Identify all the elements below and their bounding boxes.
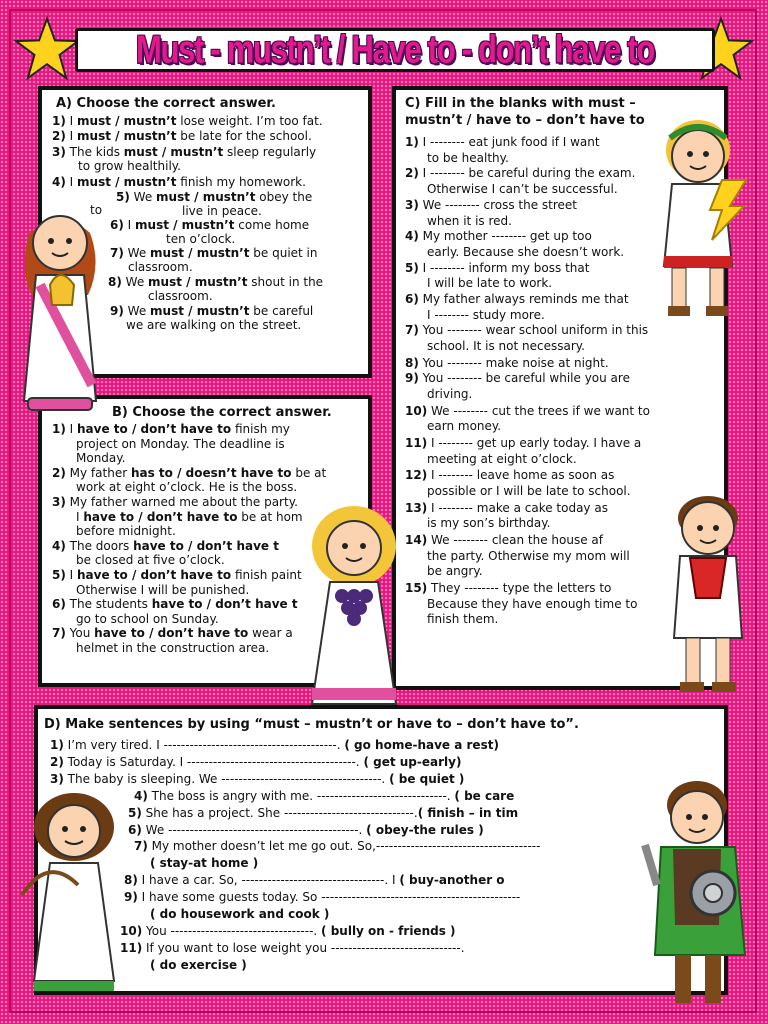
- section-a-heading: A) Choose the correct answer.: [56, 96, 276, 111]
- section-c-heading-line1: C) Fill in the blanks with must –: [405, 96, 636, 111]
- question-text: We: [123, 246, 151, 260]
- question-text: be angry.: [427, 564, 483, 579]
- question-text: finish paint: [231, 568, 302, 582]
- question-number: 15): [405, 580, 428, 595]
- question-number: 8): [405, 355, 419, 370]
- question-text: is my son’s birthday.: [427, 516, 551, 531]
- fill-blank-line: [427, 484, 631, 498]
- answer-options: have to / don’t have t: [133, 538, 279, 553]
- question-line: [52, 539, 279, 553]
- question-line: [76, 510, 303, 524]
- sentence-line: [50, 772, 464, 786]
- fill-blank-line: [427, 597, 637, 611]
- answer-options: have to / don’t have to: [83, 509, 238, 524]
- question-line: [52, 568, 302, 582]
- question-text: wear a: [248, 626, 293, 641]
- question-text: I will be late to work.: [427, 276, 553, 291]
- fill-blank-line: [405, 323, 648, 337]
- shield-warrior-illustration: [635, 775, 753, 1015]
- question-text: We: [123, 304, 151, 318]
- question-text: be at hom: [237, 509, 303, 524]
- question-text: come home: [234, 218, 310, 232]
- question-line: [108, 275, 323, 289]
- question-number: 7): [110, 246, 124, 260]
- question-text: You: [65, 626, 95, 641]
- sentence-line: [150, 856, 258, 870]
- sentence-line: [134, 839, 540, 853]
- zeus-boy-illustration: [650, 110, 750, 325]
- question-text: I -------- get up early today. I have a: [427, 436, 642, 450]
- question-text: to: [90, 203, 103, 217]
- sentence-line: [150, 907, 329, 921]
- answer-options: have to / don’t have to: [77, 568, 232, 582]
- answer-options: must / mustn’t: [77, 114, 177, 128]
- question-number: 6): [405, 292, 419, 306]
- question-number: 7): [405, 323, 419, 338]
- sentence-text: Today is Saturday. I ---------------------------------------.: [63, 754, 364, 769]
- sentence-text: I’m very tired. I ----------------------------------------.: [63, 738, 345, 752]
- question-number: 1): [52, 422, 66, 436]
- fill-blank-line: [427, 182, 618, 196]
- question-text: I -------- be careful during the exam.: [418, 166, 636, 181]
- question-text: You -------- wear school uniform in this: [418, 323, 649, 338]
- sentence-hint: ( bully on - friends ): [321, 923, 456, 938]
- question-number: 5): [128, 805, 142, 820]
- question-text: I: [65, 129, 78, 143]
- question-text: be closed at five o’clock.: [76, 553, 225, 568]
- question-text: shout in the: [247, 275, 324, 289]
- question-number: 11): [405, 436, 428, 450]
- sentence-text: I have some guests today. So ----------------------------------------------: [137, 890, 521, 905]
- question-text: ten o’clock.: [166, 232, 236, 246]
- question-number: 1): [52, 114, 66, 128]
- question-text: I: [65, 114, 78, 128]
- fill-blank-line: [405, 371, 630, 385]
- question-text: go to school on Sunday.: [76, 611, 219, 626]
- question-number: 14): [405, 532, 428, 547]
- question-number: 1): [50, 738, 64, 752]
- question-number: 5): [405, 260, 419, 275]
- question-text: lose weight. I’m too fat.: [176, 114, 323, 128]
- sentence-text: The baby is sleeping. We -------------------------------------.: [63, 771, 390, 786]
- question-continuation: [76, 583, 249, 597]
- sentence-line: [120, 941, 465, 955]
- question-number: 8): [124, 873, 138, 888]
- question-number: 4): [52, 175, 66, 189]
- question-number: 2): [52, 129, 66, 143]
- sentence-line: [50, 755, 461, 769]
- question-number: 9): [405, 371, 419, 386]
- question-text: project on Monday. The deadline is: [76, 436, 285, 451]
- fill-blank-line: [427, 276, 552, 290]
- question-number: 9): [110, 304, 124, 318]
- sentence-line: [50, 738, 499, 752]
- sentence-hint: ( finish – in tim: [417, 805, 519, 820]
- question-text: I -------- make a cake today as: [427, 500, 608, 515]
- grape-girl-illustration: [304, 498, 404, 720]
- question-text: We -------- cut the trees if we want to: [427, 403, 650, 418]
- question-text: we are walking on the street.: [126, 318, 302, 332]
- question-text: My father always reminds me that: [418, 292, 629, 306]
- question-text: be late for the school.: [176, 129, 312, 143]
- question-text: We -------- cross the street: [418, 197, 578, 212]
- question-text: the party. Otherwise my mom will: [427, 548, 630, 563]
- question-text: classroom.: [128, 260, 193, 274]
- answer-options: must / mustn’t: [148, 275, 248, 289]
- question-continuation: [76, 524, 176, 538]
- star-icon: [14, 16, 80, 82]
- sentence-line: [128, 823, 484, 837]
- fill-blank-line: [427, 612, 498, 626]
- question-text: when it is red.: [427, 213, 512, 228]
- question-text: Monday.: [76, 451, 126, 466]
- question-text: early. Because she doesn’t work.: [427, 244, 625, 259]
- fill-blank-line: [405, 436, 641, 450]
- question-line: [52, 422, 290, 436]
- fill-blank-line: [405, 356, 609, 370]
- fill-blank-line: [427, 516, 550, 530]
- question-number: 10): [405, 403, 428, 418]
- question-text: Because they have enough time to: [427, 596, 638, 611]
- question-number: 1): [405, 135, 419, 149]
- question-number: 3): [405, 197, 419, 212]
- question-continuation: [182, 204, 262, 218]
- answer-options: must / mustn’t: [77, 175, 177, 189]
- question-text: live in peace.: [182, 204, 262, 218]
- question-number: 4): [405, 229, 419, 244]
- question-number: 8): [108, 275, 122, 289]
- fill-blank-line: [405, 135, 600, 149]
- fill-blank-line: [427, 452, 577, 466]
- question-line: [110, 218, 309, 232]
- question-continuation: [76, 451, 125, 465]
- question-text: The students: [65, 597, 152, 612]
- question-number: 7): [134, 839, 148, 854]
- question-text: We: [129, 190, 157, 204]
- question-line: [52, 114, 323, 128]
- question-text: I -------- eat junk food if I want: [418, 135, 600, 149]
- fill-blank-line: [405, 404, 650, 418]
- sentence-text: You ---------------------------------.: [142, 923, 322, 938]
- question-text: The doors: [65, 538, 134, 553]
- question-number: 3): [52, 145, 66, 159]
- section-d-panel: [34, 705, 728, 995]
- question-number: 5): [52, 568, 66, 582]
- fill-blank-line: [405, 533, 603, 547]
- sentence-text: She has a project. She ------------------------------.: [141, 805, 418, 820]
- sentence-line: [128, 806, 518, 820]
- question-line: [52, 145, 316, 159]
- question-text: finish my: [231, 422, 290, 436]
- harp-girl-illustration: [10, 195, 110, 415]
- sentence-text: My mother doesn’t let me go out. So,--------------------------------------: [147, 839, 541, 854]
- question-number: 13): [405, 500, 428, 515]
- fill-blank-line: [405, 292, 629, 306]
- question-text: sleep regularly: [223, 145, 317, 159]
- question-number: 12): [405, 468, 428, 483]
- fill-blank-line: [427, 151, 509, 165]
- sentence-line: [134, 789, 514, 803]
- question-text: driving.: [427, 387, 473, 402]
- question-text: I: [76, 509, 84, 524]
- title-banner: [75, 28, 715, 72]
- question-number: 3): [50, 771, 64, 786]
- section-c-heading-line2: mustn’t / have to – don’t have to: [405, 113, 645, 128]
- answer-options: must / mustn’t: [123, 145, 224, 159]
- fill-blank-line: [405, 581, 611, 595]
- sentence-hint: ( be care: [454, 788, 515, 803]
- question-text: finish them.: [427, 612, 499, 627]
- sentence-text: We --------------------------------------------.: [141, 822, 367, 837]
- question-text: My father warned me about the party.: [65, 495, 298, 509]
- question-text: My father: [65, 465, 131, 480]
- fill-blank-line: [427, 339, 585, 353]
- question-line: [52, 626, 293, 640]
- sentence-hint: ( get up-early): [363, 754, 462, 769]
- question-number: 11): [120, 940, 143, 955]
- question-text: be quiet in: [249, 246, 318, 260]
- sentence-hint: ( go home-have a rest): [344, 738, 499, 752]
- sentence-text: If you want to lose weight you ------------------------------.: [142, 940, 465, 955]
- question-line: [52, 175, 306, 189]
- sentence-line: [124, 873, 505, 887]
- question-number: 4): [52, 538, 66, 553]
- question-number: 5): [116, 190, 130, 204]
- sentence-text: The boss is angry with me. ------------------------------.: [147, 788, 455, 803]
- question-number: 6): [52, 597, 66, 612]
- question-text: I: [123, 218, 136, 232]
- answer-options: have to / don’t have t: [151, 597, 298, 612]
- fill-blank-line: [427, 387, 472, 401]
- fill-blank-line: [405, 468, 614, 482]
- question-line: [52, 597, 298, 611]
- question-text: earn money.: [427, 419, 502, 434]
- page-title: Must - mustn’t / Have to - don’t have to: [135, 27, 655, 72]
- question-text: possible or I will be late to school.: [427, 484, 631, 498]
- question-line: [52, 129, 312, 143]
- sentence-hint: ( stay-at home ): [150, 856, 259, 871]
- answer-options: must / mustn’t: [150, 304, 250, 318]
- question-text: My mother -------- get up too: [418, 229, 592, 244]
- question-text: obey the: [255, 190, 313, 204]
- fill-blank-line: [427, 419, 501, 433]
- question-text: be at: [291, 465, 327, 480]
- sentence-hint: ( obey-the rules ): [366, 822, 484, 837]
- question-continuation: [76, 437, 285, 451]
- question-text: meeting at eight o’clock.: [427, 451, 577, 466]
- sentence-hint: ( be quiet ): [389, 771, 465, 786]
- question-text: helmet in the construction area.: [76, 641, 270, 655]
- question-line: [52, 495, 298, 509]
- fill-blank-line: [427, 564, 483, 578]
- question-text: The kids: [65, 145, 124, 159]
- question-number: 7): [52, 626, 66, 641]
- question-line: [110, 246, 318, 260]
- sentence-line: [124, 890, 520, 904]
- answer-options: has to / doesn’t have to: [130, 465, 292, 480]
- question-text: I: [65, 568, 78, 582]
- question-text: We: [121, 275, 149, 289]
- question-continuation: [148, 289, 213, 303]
- sentence-line: [150, 958, 247, 972]
- fill-blank-line: [427, 214, 512, 228]
- question-text: before midnight.: [76, 524, 176, 539]
- fill-blank-line: [427, 549, 630, 563]
- answer-options: must / mustn’t: [150, 246, 250, 260]
- question-number: 2): [50, 754, 64, 769]
- fill-blank-line: [405, 501, 608, 515]
- question-number: 3): [52, 495, 66, 509]
- question-text: We -------- clean the house af: [427, 532, 603, 547]
- question-number: 2): [52, 465, 66, 480]
- sentence-line: [120, 924, 456, 938]
- question-number: 4): [134, 788, 148, 803]
- question-continuation: [76, 641, 269, 655]
- question-text: You -------- make noise at night.: [418, 355, 609, 370]
- fill-blank-line: [427, 245, 624, 259]
- question-number: 2): [405, 166, 419, 181]
- sentence-hint: ( do exercise ): [150, 957, 247, 972]
- question-line: [110, 304, 313, 318]
- question-number: 6): [128, 822, 142, 837]
- question-number: 10): [120, 923, 143, 938]
- fill-blank-line: [405, 261, 589, 275]
- answer-options: must / mustn’t: [156, 190, 256, 204]
- question-continuation: [76, 553, 225, 567]
- question-text: to be healthy.: [427, 150, 509, 165]
- question-text: be careful: [249, 304, 314, 318]
- answer-options: must / mustn’t: [77, 129, 177, 143]
- question-text: school. It is not necessary.: [427, 339, 585, 354]
- question-text: I -------- study more.: [427, 307, 545, 322]
- question-text: I -------- inform my boss that: [418, 260, 590, 275]
- question-text: I: [65, 422, 78, 436]
- question-text: They -------- type the letters to: [427, 580, 612, 595]
- question-text: You -------- be careful while you are: [418, 371, 630, 386]
- answer-options: must / mustn’t: [135, 218, 235, 232]
- fill-blank-line: [427, 308, 545, 322]
- question-continuation: [128, 260, 193, 274]
- question-number: 6): [110, 218, 124, 232]
- question-continuation: [166, 232, 235, 246]
- question-text: I: [65, 175, 78, 189]
- question-text: finish my homework.: [176, 175, 306, 189]
- bow-girl-illustration: [18, 785, 130, 997]
- question-continuation: [76, 612, 219, 626]
- fill-blank-line: [405, 198, 577, 212]
- question-line: [116, 190, 312, 204]
- question-text: to grow healthily.: [78, 159, 181, 173]
- question-text: I -------- leave home as soon as: [427, 468, 615, 483]
- sentence-hint: ( do housework and cook ): [150, 907, 330, 921]
- question-number: 9): [124, 890, 138, 905]
- question-text: Otherwise I will be punished.: [76, 582, 250, 597]
- question-continuation: [76, 480, 297, 494]
- section-d-heading: D) Make sentences by using “must – mustn’t or have to – don’t have to”.: [44, 717, 579, 732]
- fill-blank-line: [405, 229, 592, 243]
- question-text: Otherwise I can’t be successful.: [427, 182, 618, 197]
- question-continuation: [78, 159, 181, 173]
- answer-options: have to / don’t have to: [94, 626, 249, 641]
- question-continuation: [126, 318, 301, 332]
- question-text: work at eight o’clock. He is the boss.: [76, 480, 298, 495]
- question-line: [52, 466, 326, 480]
- sentence-hint: ( buy-another o: [399, 873, 505, 888]
- question-text: classroom.: [148, 289, 213, 303]
- sentence-text: I have a car. So, ---------------------------------. I: [137, 873, 400, 888]
- answer-options: have to / don’t have to: [77, 422, 232, 436]
- armor-boy-illustration: [660, 488, 756, 704]
- fill-blank-line: [405, 166, 635, 180]
- section-b-heading: B) Choose the correct answer.: [112, 405, 332, 420]
